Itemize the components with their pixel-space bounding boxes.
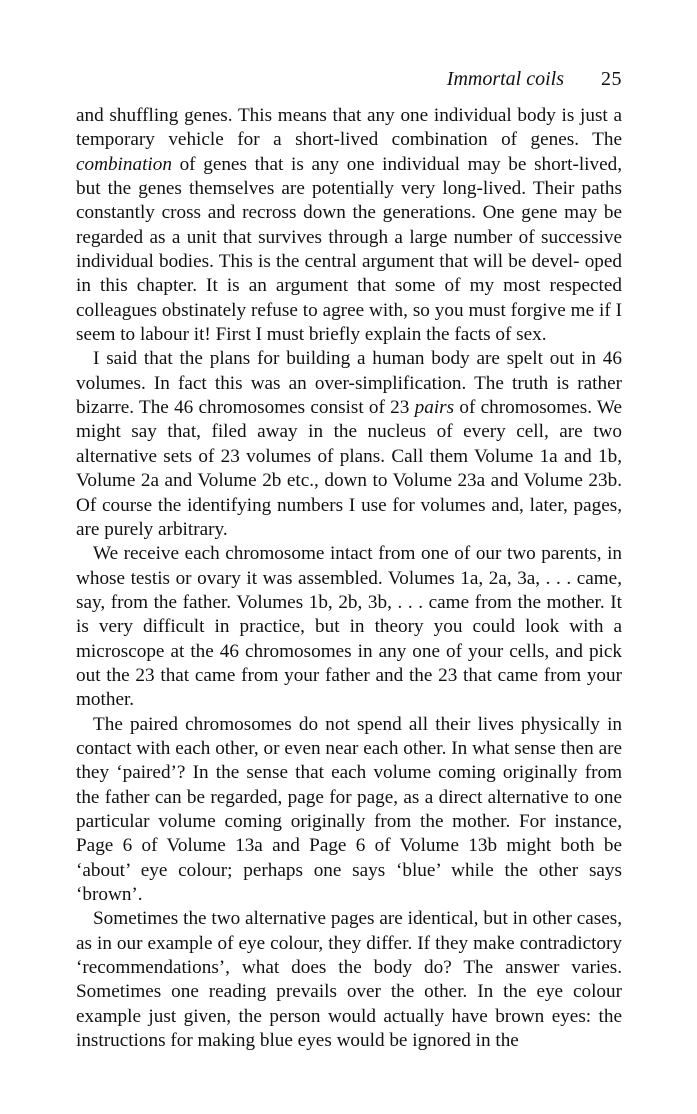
paragraph-2 bbox=[76, 347, 622, 542]
text-run: Sometimes the two alternative pages are identical, but in other cases, as in our example of eye colour, they differ. If they make contradictory ‘recommendations’, what does the body do? The answer varies. Sometimes one reading prevails over the other. In the eye colour example just given, the person would actually have brown eyes: the instructions for making blue eyes would be ignored in the bbox=[76, 908, 622, 1052]
page-number: 25 bbox=[601, 68, 622, 90]
text-run: of chromosomes. We might say that, filed away in the nucleus of every cell, are two alternative sets of 23 volumes of plans. Call them Volume 1a and 1b, Volume 2a and Volume 2b etc., down to Volume 23a and Volume 23b. Of course the identifying numbers I use for volumes and, later, pages, are purely arbitrary. bbox=[76, 397, 622, 540]
text-run: The paired chromosomes do not spend all their lives physically in contact with each other, or even near each other. In what sense then are they ‘paired’? In the sense that each volume coming originally from the father can be regarded, page for page, as a direct alternative to one particular volume coming originally from the mother. For instance, Page 6 of Volume 13a and Page 6 of Volume 13b might both be ‘about’ eye colour; perhaps one says ‘blue’ while the other says ‘brown’. bbox=[76, 713, 622, 905]
emphasis: combination bbox=[76, 153, 172, 175]
text-run: of genes that is any one individual may be short-lived, but the genes themselves are potentially very long-lived. Their paths constantly cross and recross down the generations. One gene may be regarded as a unit that survives through a large number of successive individual bodies. This is the central argument that will be devel- oped in this chapter. It is an argument that some of my most respected colleagues obstinately refuse to agree with, so you must forgive me if I seem to labour it! First I must briefly explain the facts of sex. bbox=[76, 153, 622, 346]
running-title: Immortal coils bbox=[446, 68, 564, 90]
page-header bbox=[76, 64, 622, 94]
body-text bbox=[76, 104, 622, 1053]
text-run: and shuffling genes. This means that any one individual body is just a temporary vehicle for a short-lived combination of genes. The bbox=[76, 105, 622, 151]
text-run: We receive each chromosome intact from one of our two parents, in whose testis or ovary it was assembled. Volumes 1a, 2a, 3a, . . . came, say, from the father. Volumes 1b, 2b, 3b, . . . came from the mother. It is very difficult in practice, but in theory you could look with a microscope at the 46 chromosomes in any one of your cells, and pick out the 23 that came from your father and the 23 that came from your mother. bbox=[76, 543, 622, 711]
paragraph-4 bbox=[76, 713, 622, 908]
emphasis: pairs bbox=[414, 397, 455, 419]
text-run: I said that the plans for building a human body are spelt out in 46 volumes. In fact this was an over-simplification. The truth is rather bizarre. The 46 chromosomes consist of 23 bbox=[76, 348, 622, 419]
paragraph-1 bbox=[76, 104, 622, 347]
paragraph-3 bbox=[76, 542, 622, 712]
paragraph-5 bbox=[76, 907, 622, 1053]
